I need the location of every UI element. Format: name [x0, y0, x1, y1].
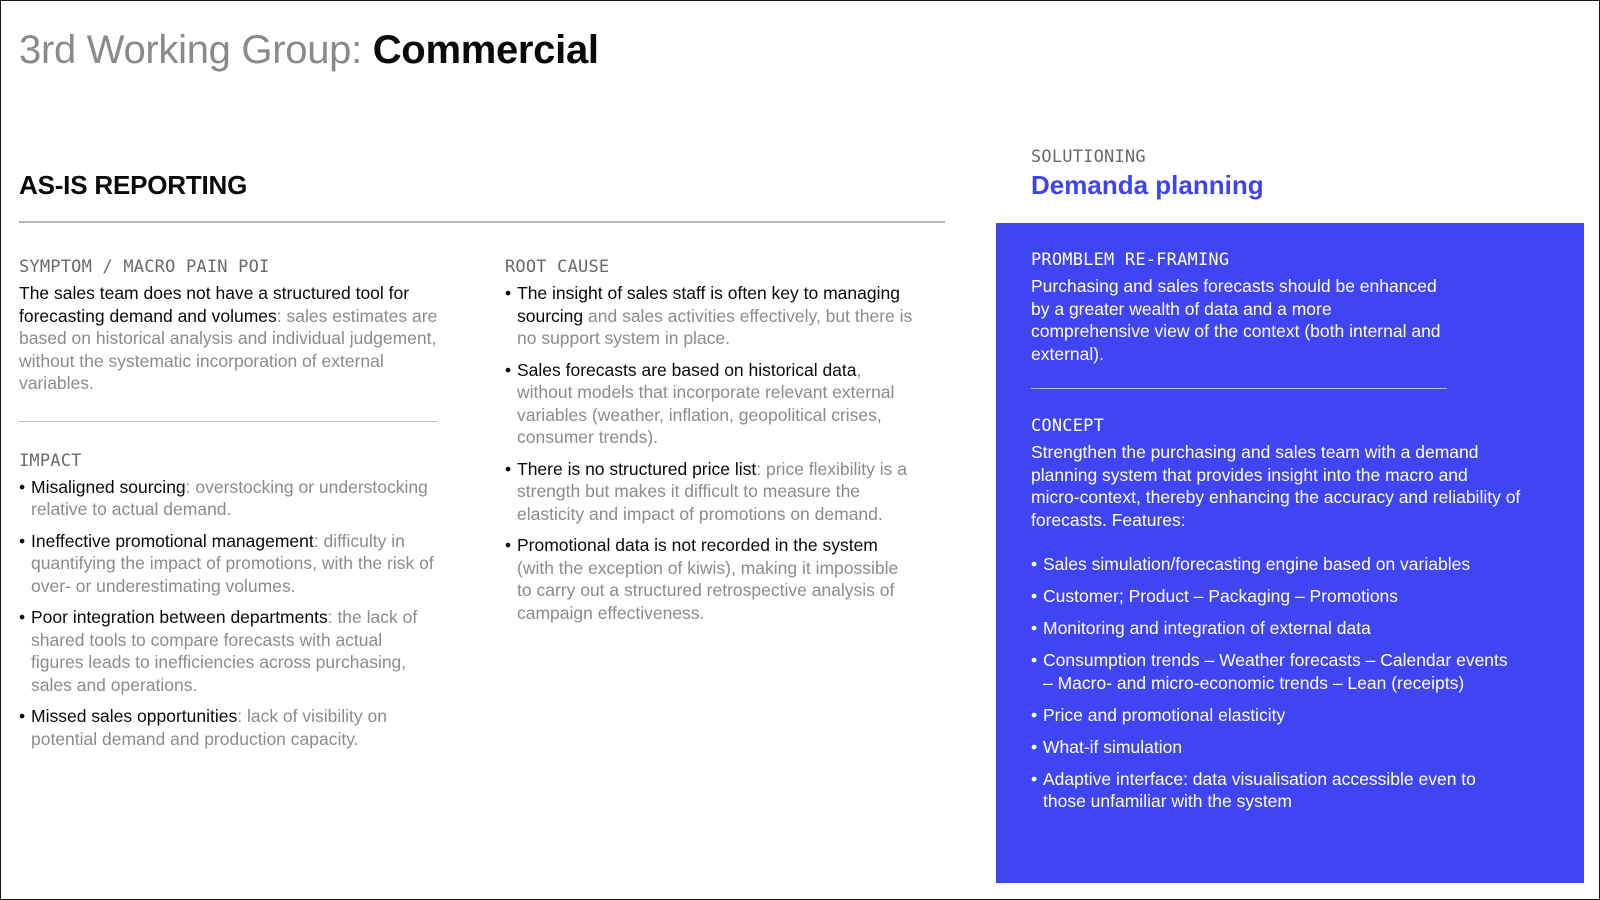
impact-item-strong: Misaligned sourcing	[31, 476, 186, 497]
root-cause-list	[505, 282, 915, 624]
page-title	[19, 26, 599, 74]
list-item: • Consumption trends – Weather forecasts – Calendar events – Macro- and micro-economic trends – Lean (receipts)	[1031, 649, 1521, 694]
symptom-paragraph	[19, 282, 439, 395]
list-item: • Monitoring and integration of external data	[1031, 617, 1521, 640]
list-item	[505, 359, 915, 449]
list-item: • Price and promotional elasticity	[1031, 704, 1521, 727]
symptom-soft: : sales estimates are based on historical analysis and individual judgement, without the systematic incorporation of external variables.	[19, 305, 438, 393]
impact-item-strong: Ineffective promotional management	[31, 530, 314, 551]
impact-list	[19, 476, 439, 751]
impact-item-strong: Missed sales opportunities	[31, 706, 238, 726]
feature-list	[1031, 553, 1521, 813]
solution-title: Demanda planning	[1031, 170, 1264, 200]
symptom-strong: The sales team does not have a structured tool for forecasting demand and volumes	[19, 283, 410, 326]
root-cause-item-strong: The insight of sales staff is often key to managing sourcing	[517, 283, 900, 326]
concept-label: CONCEPT	[1031, 416, 1105, 436]
page-title-prefix: 3rd Working Group:	[19, 28, 373, 72]
root-cause-label: ROOT CAUSE	[505, 257, 610, 277]
impact-item-soft: : overstocking or understocking relative to actual demand.	[31, 476, 428, 519]
symptom-impact-column	[19, 256, 439, 759]
list-item	[19, 530, 439, 598]
list-item	[19, 606, 439, 696]
list-item: • What-if simulation	[1031, 736, 1521, 759]
list-item: • Customer; Product – Packaging – Promotions	[1031, 585, 1521, 608]
list-item: • Sales simulation/forecasting engine based on variables	[1031, 553, 1521, 576]
root-cause-column	[505, 256, 915, 633]
panel-divider	[1031, 388, 1447, 389]
impact-item-soft: : lack of visibility on potential demand and production capacity.	[31, 706, 387, 749]
solutioning-label: SOLUTIONING	[1031, 147, 1146, 167]
list-item	[505, 534, 915, 624]
root-cause-item-soft: , without models that incorporate relevant external variables (weather, inflation, geopolitical crises, consumer trends).	[517, 359, 895, 447]
root-cause-item-soft: (with the exception of kiwis), making it impossible to carry out a structured retrospective analysis of campaign effectiveness.	[517, 557, 899, 623]
impact-item-soft: : difficulty in quantifying the impact of promotions, with the risk of over- or underestimating volumes.	[31, 530, 434, 596]
list-item: • Adaptive interface: data visualisation accessible even to those unfamiliar with the system	[1031, 768, 1521, 813]
solution-panel	[996, 223, 1584, 883]
reframing-label: PROMBLEM RE-FRAMING	[1031, 250, 1230, 270]
root-cause-item-strong: Promotional data is not recorded in the system	[517, 535, 878, 555]
reframing-text: Purchasing and sales forecasts should be enhanced by a greater wealth of data and a more comprehensive view of the context (both internal and external).	[1031, 276, 1441, 364]
root-cause-item-soft: : price flexibility is a strength but makes it difficult to measure the elasticity and impact of promotions on demand.	[517, 458, 908, 524]
impact-label: IMPACT	[19, 450, 82, 471]
list-item	[19, 476, 439, 521]
list-item	[19, 705, 439, 750]
concept-text: Strengthen the purchasing and sales team with a demand planning system that provides insight into the macro and micro-context, thereby enhancing the accuracy and reliability of forecasts. Features:	[1031, 442, 1521, 530]
symptom-label: SYMPTOM / MACRO PAIN POI	[19, 257, 270, 277]
asis-heading: AS-IS REPORTING	[19, 170, 248, 200]
list-item	[505, 282, 915, 350]
page-title-emphasis: Commercial	[372, 28, 599, 72]
root-cause-item-strong: Sales forecasts are based on historical data	[517, 359, 857, 380]
asis-divider	[19, 221, 945, 223]
impact-item-strong: Poor integration between departments	[31, 607, 328, 627]
impact-item-soft: : the lack of shared tools to compare forecasts with actual figures leads to inefficiencies across purchasing, sales and operations.	[31, 607, 418, 695]
root-cause-item-soft: and sales activities effectively, but there is no support system in place.	[517, 305, 913, 348]
list-item	[505, 458, 915, 526]
symptom-impact-divider	[19, 421, 437, 422]
root-cause-item-strong: There is no structured price list	[517, 458, 757, 479]
